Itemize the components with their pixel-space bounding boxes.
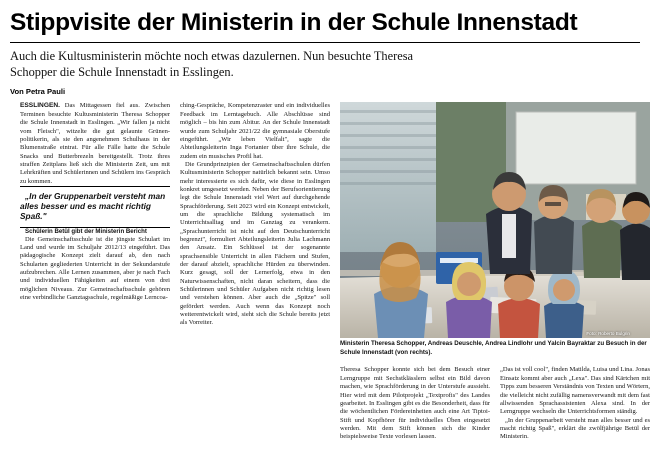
- article-subhead: Auch die Kultusministerin möchte noch etwas dazulernen. Nun besuchte Theresa Schopper die Schule Innenstadt in Esslingen.: [10, 49, 414, 79]
- paragraph: ching-Gespräche, Kompetenzraster und ein individuelles Feedback im Lerntagebuch. Alle Abschlüsse sind möglich – bis hin zum Abitur. An der Schule Innenstadt wurde zum Schuljahr 2021/22 die gymnasiale Oberstufe eingeführt. „Wir leben Vielfalt", sagte die Abteilungsleiterin Inga Fortanier über ihre Schule, die zudem ein musisches Profil hat.: [180, 102, 330, 160]
- photo-caption: Ministerin Theresa Schopper, Andreas Deuschle, Andrea Lindlohr und Yalcin Bayraktar zu Besuch in der Schule Innenstadt (von rechts).: [340, 340, 647, 356]
- paragraph: Theresa Schopper konnte sich bei dem Besuch einer Lerngruppe mit Sechstklässlern selbst ein Bild davon machen, wie Sprachförderung in der Unterstufe aussieht. Hier wird mit dem Pilotprojekt „Textprofis" des Landes gearbeitet. In Esslingen gibt es die Besonderheit, dass für die wöchentlichen Fördereinheiten auch eine Art Tiptoi-Stift und Kopfhörer für individuelles Üben eingesetzt werden. Mit dem Stift können sich die Kinder beispielsweise Texte vorlesen lassen.: [340, 366, 490, 441]
- paragraph: Die Gemeinschaftsschule ist die jüngste Schulart im Land und wurde im Schuljahr 2012/13 eingeführt. Das pädagogische Konzept zielt darauf ab, den nach Schularten gegliederten Unterricht in der Sekundarstufe aufzubrechen. Alle Lernen zusammen, aber je nach Fach und individuellen Fähigkeiten auf einem von drei möglichen Niveaus. Zur Gemeinschaftsschule gehören eine verbindliche Ganztagsschule, regelmäßige Lerncoa-: [20, 235, 170, 301]
- article-byline: Von Petra Pauli: [10, 87, 66, 97]
- page-title: Stippvisite der Ministerin in der Schule Innenstadt: [10, 9, 578, 36]
- paragraph: [20, 102, 170, 186]
- article-column-3: [340, 366, 490, 441]
- title-divider: [10, 42, 640, 43]
- paragraph: Die Grundprinzipien der Gemeinschaftsschulen dürfen Kultusministerin Schopper natürlich bekannt sein. Umso mehr interessierte es sich dafür, wie diese in Esslingen konkret umgesetzt werden. Neben der Berufsorientierung legt die Schule Innenstadt viel Wert auf durchgehende Sprachförderung. Seit 2023 wird ein Konzept entwickelt, um die sprachliche Bildung systematisch im Unterrichtsalltag und im Ganztag zu verankern. „Sprachunterricht ist nicht auf den Deutschunterricht begrenzt", formuliert Abteilungsleiterin Julia Lachmann den Ansatz. Ein Schlüssel ist der sogenannte sprachsensible Unterricht in allen Fächern und Stufen, der darauf abzielt, sprachliche Hürden zu überwinden. Kurz gesagt, soll der Lernerfolg, etwa in den Naturwissenschaften, nicht daran scheitern, dass die Schülerinnen und Schüler Aufgaben nicht richtig lesen und verstehen können. Aber auch die „Spitze" soll gefördert werden. Auch wenn das Konzept noch weiterentwickelt wird, sieht sich die Schule bereits jetzt als Vorreiter.: [180, 160, 330, 327]
- article-column-4: [500, 366, 650, 441]
- article-body: [10, 102, 650, 462]
- article-column-2: [180, 102, 330, 327]
- paragraph: „In der Gruppenarbeit versteht man alles besser und es macht richtig Spaß", erklärt die zwölfjährige Betül der Ministerin.: [500, 416, 650, 441]
- paragraph: „Das ist voll cool", finden Matilda, Luisa und Lina. Jonas Einsatz kommt aber auch „Lexa". Das sind Kärtchen mit Tipps zum besseren Verständnis von Texten und Wörtern, die vielleicht nicht zufällig namensverwandt mit dem fast allwissenden Sprachassistenten Alexa sind. In der Lerngruppe wechseln die Unterrichtsformen ständig.: [500, 366, 650, 416]
- article-column-1: [20, 102, 170, 302]
- pull-quote: „In der Gruppenarbeit versteht man alles besser und es macht richtig Spaß.": [20, 186, 170, 228]
- article-photo: [340, 102, 650, 338]
- pull-quote-credit: Schülerin Betül gibt der Ministerin Bericht: [25, 227, 147, 235]
- paragraph-text: Das Mittagessen fiel aus. Zwischen Terminen besuchte Kultusministerin Theresa Schopper die Schule Innenstadt in Esslingen. „Wir fallen ja nicht vom Fleisch", witzelte die gut gelaunte Grünen-politikerin, als sie den angenehmen Schulhaus in der Blumenstraße eintrat. Für alle Fälle hatte die Schule Snacks und Butterbrezeln bereitgestellt. Trotz ihres straffen Zeitplans ließ sich die Ministerin Zeit, um mit Lehrkräften und Schülerinnen und Schülern ins Gespräch zu kommen.: [20, 102, 170, 185]
- dateline: ESSLINGEN.: [20, 102, 60, 110]
- photo-credit: Foto: Roberto Bulgrin: [586, 330, 630, 336]
